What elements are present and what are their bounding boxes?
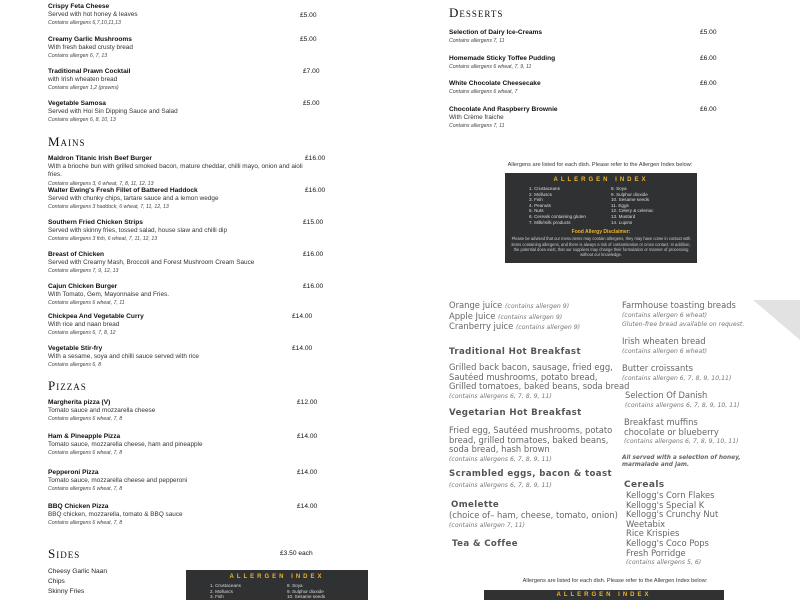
allergen-note: Allergens are listed for each dish. Please refer to the Allergen Index below: (507, 162, 693, 168)
item-name: Creamy Garlic Mushrooms (48, 36, 132, 43)
item-price: £5.00 (303, 100, 320, 107)
item-name: White Chocolate Cheesecake (449, 80, 541, 87)
cereal-item: Weetabix (626, 518, 666, 529)
item-price: £5.00 (300, 36, 317, 43)
item-name: BBQ Chicken Pizza (48, 503, 109, 510)
menu-item (48, 3, 338, 28)
item-allergens: Contains allergens 6 wheat, 7 (449, 89, 518, 96)
croissants-block (622, 364, 800, 383)
menu-item (48, 433, 278, 458)
item-price: £16.00 (303, 251, 324, 258)
item-price: £6.00 (700, 80, 717, 87)
menu-item (48, 36, 338, 61)
note-line: All served with a selection of honey, (622, 455, 741, 461)
item-description: Served with skinny fries, tossed salad, house slaw and chilli dip (48, 227, 228, 235)
desc-allergens: (contains allergens 6, 7, 8, 9, 11) (449, 392, 552, 400)
item-name: Breast of Chicken (48, 251, 105, 258)
desc-allergens: (contains allergen 6 wheat) (622, 311, 708, 319)
allergen-entry: 13. Mustard (611, 213, 636, 219)
item-name: Walter Ewing's Fresh Fillet of Battered Haddock (48, 187, 198, 194)
allergen-index-list (186, 580, 368, 600)
item-price: £14.00 (297, 433, 318, 440)
cereals-title: Cereals (624, 480, 665, 490)
allergen-note-bottom: Allergens are listed for each dish. Please refer to the Allergen Index below: (522, 578, 708, 584)
desc-line: soda bread, hash brown (449, 444, 550, 455)
item-description: Tomato sauce and mozzarella cheese (48, 407, 156, 415)
item-price: £14.00 (292, 313, 313, 320)
allergen-entry: 7. Milk/milk products (529, 219, 571, 225)
item-name: Chickpea And Vegetable Curry (48, 313, 144, 320)
allergen-index-list (505, 183, 697, 225)
menu-item (48, 469, 278, 494)
desc-allergens: (contains allergens 5, 6) (626, 559, 702, 567)
menu-item (48, 219, 293, 244)
desc-line: Grilled back bacon, sausage, fried egg, (449, 362, 613, 372)
cereal-item: Kellogg's Crunchy Nut (626, 509, 719, 520)
item-name: Southern Fried Chicken Strips (48, 219, 143, 226)
juice-name: Orange juice (449, 300, 503, 310)
breakfast-scrambled-allergens (449, 481, 552, 491)
menu-item (48, 313, 278, 338)
note-line: marmalade and jam. (622, 462, 690, 468)
item-name: Ham & Pineapple Pizza (48, 433, 121, 440)
item-description: Served with Creamy Mash, Broccoli and Forest Mushroom Cream Sauce (48, 259, 255, 267)
item-allergens: Contains allergen 6, 8, 10, 13 (48, 117, 116, 124)
item-allergens: Contains allergens 6, 8 (48, 362, 102, 369)
item-description: BBQ chicken, mozzarella, tomato & BBQ sauce (48, 511, 183, 519)
desc-line: bread, grilled tomatoes, baked beans, (449, 434, 609, 445)
item-description: With Crème fraiche (449, 114, 504, 122)
item-price: £5.00 (700, 29, 717, 36)
item-allergens: Contains allergens 6 wheat, 7, 8 (48, 486, 123, 493)
disclaimer-text: Please be advised that our menu items may contain allergens, they may have come in contact with items containing allergens, and there is always a risk of contamination or cross contact. In addition, the potential does exist, that our suppliers may change their formulation or manner of processing without our knowledge. (511, 236, 691, 258)
breads-block (622, 301, 800, 330)
item-description: With a brioche bun with grilled smoked bacon, mature cheddar, chilli mayo, onion and aioli fries. (48, 163, 303, 179)
allergen-entry: 12. Celery & celeriac (611, 208, 654, 214)
item-description: With fresh baked crusty bread (48, 44, 133, 52)
item-allergens: Contains allergens 6 wheat, 7, 8 (48, 520, 123, 527)
juice-allergens: (contains allergen 9) (505, 303, 570, 310)
desc-allergens: (contains allergens 6, 7, 8, 9, 11) (449, 482, 552, 489)
breakfast-traditional-desc (449, 363, 630, 401)
allergen-entry: 1. Crustaceans (529, 186, 560, 191)
cereal-item: Kellogg's Coco Pops (626, 537, 709, 548)
desc-allergens: (contains allergens 6, 7, 8, 9, 10, 11) (625, 401, 740, 409)
item-name: Chocolate And Raspberry Brownie (449, 106, 558, 113)
menu-item (48, 68, 338, 93)
side-item: Skinny Fries (48, 588, 85, 595)
item-description: Tomato sauce, mozzarella cheese and pepperoni (48, 477, 188, 485)
allergen-entry: 8. Soya (287, 583, 303, 588)
gluten-free-note: Gluten-free bread available on request. (622, 321, 745, 329)
side-item: Cheesy Garlic Naan (48, 568, 108, 575)
juice-name: Apple Juice (449, 310, 496, 321)
allergen-entry: 2. Molluscs (210, 588, 233, 594)
item-allergens: Contains allergens 6,7,10,11,13 (48, 20, 121, 27)
allergen-entry: 11. Eggs (611, 202, 629, 208)
allergen-entry: 3. Fish (210, 594, 224, 600)
menu-item (449, 80, 659, 96)
item-name: Selection of Dairy Ice-Creams (449, 29, 543, 36)
item-price: £16.00 (305, 155, 326, 162)
allergen-entry: 9. Sulphur dioxide (287, 588, 324, 594)
item-price: £14.00 (292, 345, 313, 352)
menu-item (48, 251, 293, 276)
item-name: Pepperoni Pizza (48, 469, 99, 476)
juice-list (449, 301, 580, 333)
item-price: £12.00 (297, 399, 318, 406)
desc-allergens: (contains allergens 6, 7, 8, 9, 11) (449, 455, 552, 463)
item-price: £14.00 (297, 469, 318, 476)
section-title-pizzas: Pizzas (48, 378, 87, 393)
allergen-entry: 6. Cereals containing gluten (529, 213, 586, 219)
item-price: £14.00 (297, 503, 318, 510)
menu-item (48, 187, 293, 212)
section-title-mains: Mains (48, 134, 86, 149)
danish-block (625, 391, 800, 410)
item-description: Served with chunky chips, tartare sauce and a lemon wedge (48, 195, 219, 203)
side-item: Chips (48, 578, 65, 585)
desc-allergens: (contains allergen 6, 7, 8, 9, 10,11) (622, 374, 732, 382)
allergen-entry: 3. Fish (529, 197, 543, 203)
item-name: Maldron Titanic Irish Beef Burger (48, 155, 152, 162)
desc-allergens: (contains allergen 6 wheat) (622, 347, 708, 355)
menu-item (48, 345, 278, 370)
pastry-item: chocolate or blueberry (624, 426, 719, 437)
allergen-entry: 10. Sesame seeds (287, 594, 326, 600)
desc-line: Grilled tomatoes, baked beans, soda bread (449, 381, 630, 392)
allergen-index-title: ALLERGEN INDEX (556, 592, 652, 598)
cereal-item: Kellogg's Special K (626, 499, 705, 510)
bread-item: Farmhouse toasting breads (622, 300, 736, 310)
menu-item (449, 106, 659, 131)
breakfast-scrambled-title: Scrambled eggs, bacon & toast (449, 469, 613, 479)
desc-line: Sautéed mushrooms, potato bread, (449, 371, 598, 382)
item-allergens: Contains allergens 3 haddock, 6 wheat, 7, 11, 12, 13 (48, 204, 169, 211)
item-description: with Irish wheaten bread (48, 76, 118, 84)
item-allergens: Contains allergen 6, 7, 13 (48, 53, 108, 60)
pastry-item: Butter croissants (622, 363, 694, 373)
breakfast-omelette-desc (449, 511, 618, 530)
item-name: Traditional Prawn Cocktail (48, 68, 131, 75)
item-name: Cajun Chicken Burger (48, 283, 118, 290)
cereal-item: Rice Krispies (626, 528, 680, 539)
juice-allergens: (contains allergen 9) (515, 324, 581, 332)
allergen-entry: 4. Peanuts (529, 202, 551, 208)
allergen-index-box (505, 173, 697, 263)
item-name: Vegetable Stir-fry (48, 345, 103, 352)
wheaten-block (622, 337, 800, 356)
desc-allergens: (contains allergens 6, 7, 8, 9, 10, 11) (624, 438, 739, 446)
item-name: Homemade Sticky Toffee Pudding (449, 55, 556, 62)
menu-item (48, 283, 293, 308)
desc-line: Fried egg, Sautéed mushrooms, potato (449, 425, 613, 435)
allergen-entry: 8. Soya (611, 186, 627, 191)
sides-price: £3.50 each (280, 550, 313, 557)
allergen-index-title: ALLERGEN INDEX (553, 177, 649, 183)
item-allergens: Contains allergens 7, 11 (449, 123, 505, 130)
allergen-index-box (186, 570, 368, 600)
section-title-sides: Sides (48, 546, 81, 561)
item-name: Vegetable Samosa (48, 100, 106, 107)
item-allergens: Contains allergens 6 wheat, 7, 9, 11 (449, 64, 532, 71)
item-allergens: Contains allergens 7, 9, 12, 13 (48, 268, 119, 275)
breakfast-traditional-title: Traditional Hot Breakfast (449, 347, 581, 357)
item-description: Served with Hoi Sin Dipping Sauce and Salad (48, 108, 178, 116)
allergen-entry: 2. Molluscs (529, 191, 552, 197)
item-description: With Tomato, Gem, Mayonnaise and Fries. (48, 291, 169, 299)
menu-item (48, 399, 278, 424)
section-title-desserts: Desserts (449, 5, 504, 20)
item-name: Margherita pizza (V) (48, 399, 111, 406)
item-allergens: Contains allergens 6 wheat, 7, 11 (48, 300, 125, 307)
juice-allergens: (contains allergen 9) (498, 313, 563, 321)
item-name: Crispy Feta Cheese (48, 3, 110, 10)
item-price: £15.00 (303, 219, 324, 226)
item-allergens: Contains allergens 6 wheat, 7, 8 (48, 450, 123, 457)
served-note (622, 455, 800, 469)
menu-item (48, 100, 338, 125)
desc-allergens: (contains allergen 7, 11) (449, 521, 525, 529)
muffins-block (624, 418, 800, 447)
item-price: £7.00 (303, 68, 320, 75)
item-allergens: Contains allergens 3 fish, 6 wheat, 7, 11, 12, 13 (48, 236, 158, 243)
item-price: £16.00 (305, 187, 326, 194)
cereals-list (626, 491, 796, 568)
item-description: Served with hot honey & leaves (48, 11, 138, 19)
cereal-item: Fresh Porridge (626, 547, 686, 558)
breakfast-vegetarian-title: Vegetarian Hot Breakfast (449, 408, 582, 418)
cereal-item: Kellogg's Corn Flakes (626, 490, 715, 500)
breakfast-tea-title: Tea & Coffee (452, 539, 518, 549)
item-price: £6.00 (700, 55, 717, 62)
allergen-index-title: ALLERGEN INDEX (229, 574, 325, 580)
allergen-entry: 14. Lupins (611, 219, 633, 225)
menu-item (48, 503, 278, 528)
menu-item (449, 55, 659, 71)
allergen-entry: 10. Sesame seeds (611, 197, 650, 203)
disclaimer-title: Food Allergy Disclaimer: (571, 229, 631, 236)
item-allergens: Contains allergens 6 wheat, 7, 8 (48, 416, 123, 423)
item-price: £5.00 (300, 12, 317, 19)
item-description: With rice and naan bread (48, 321, 120, 329)
item-description: With a sesame, soya and chilli sauce served with rice (48, 353, 199, 361)
item-allergens: Contains allergens 7, 11 (449, 38, 505, 45)
item-price: £6.00 (700, 106, 717, 113)
item-allergens: Contains allergens 6, 7, 8, 12 (48, 330, 116, 337)
desc-line: (choice of– ham, cheese, tomato, onion) (449, 510, 618, 520)
juice-line (449, 322, 580, 333)
pastry-item: Selection Of Danish (625, 390, 708, 400)
item-allergens: Contains allergens 3, 6 wheat, 7, 8, 11, 12, 13 (48, 180, 154, 187)
allergen-entry: 5. Nuts (529, 208, 544, 214)
menu-item (48, 155, 318, 188)
allergen-entry: 9. Sulphur dioxide (611, 191, 648, 197)
allergen-entry: 1. Crustaceans (210, 583, 241, 588)
item-price: £16.00 (303, 283, 324, 290)
item-description: Tomato sauce, mozzarella cheese, ham and pineapple (48, 441, 203, 449)
pastry-item: Breakfast muffins (624, 417, 698, 427)
allergen-index-box (484, 590, 724, 600)
bread-item: Irish wheaten bread (622, 336, 706, 346)
item-allergens: Contains allergen 1,2 (prawns) (48, 85, 119, 92)
juice-name: Cranberry juice (449, 321, 514, 332)
menu-item (449, 29, 659, 45)
breakfast-omelette-title: Omelette (451, 500, 500, 510)
breakfast-vegetarian-desc (449, 426, 612, 464)
